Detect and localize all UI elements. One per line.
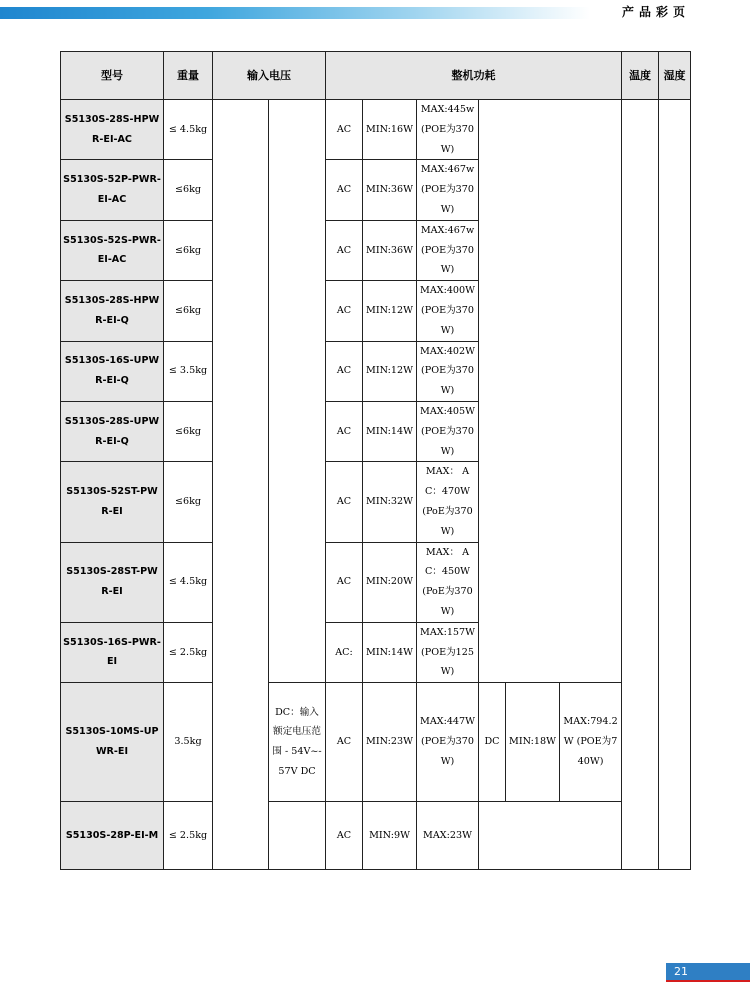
dc-min-power-cell: MIN:18W [506,683,560,802]
model-cell: S5130S-28ST-PWR-EI [61,542,164,622]
ac-cell: AC [326,341,363,401]
page-number: 21 [666,963,750,980]
weight-cell: ≤ 4.5kg [164,542,213,622]
table-row [61,683,691,802]
table-row [61,802,691,870]
ac-cell: AC [326,542,363,622]
max-power-cell: MAX:157W (POE为125W) [417,622,479,682]
max-power-cell: MAX:467w (POE为370W) [417,220,479,280]
max-power-cell: MAX:23W [417,802,479,870]
weight-cell: ≤6kg [164,462,213,542]
min-power-cell: MIN:36W [363,160,417,220]
header-temperature: 温度 [622,52,659,100]
model-cell: S5130S-16S-UPWR-EI-Q [61,341,164,401]
spec-table [60,51,691,870]
min-power-cell: MIN:23W [363,683,417,802]
dc-input-voltage-cell: DC：输入额定电压范围 - 54V~-57V DC [269,683,326,802]
model-cell: S5130S-52P-PWR-EI-AC [61,160,164,220]
max-power-cell: MAX:405W (POE为370W) [417,401,479,461]
humidity-cell [659,100,691,870]
header-power: 整机功耗 [326,52,622,100]
min-power-cell: MIN:36W [363,220,417,280]
header-humidity: 湿度 [659,52,691,100]
max-power-cell: MAX： AC：470W (PoE为370W) [417,462,479,542]
max-power-cell: MAX:447W (POE为370W) [417,683,479,802]
ac-cell: AC: [326,622,363,682]
min-power-cell: MIN:20W [363,542,417,622]
model-cell: S5130S-28P-EI-M [61,802,164,870]
ac-cell: AC [326,160,363,220]
model-cell: S5130S-16S-PWR-EI [61,622,164,682]
model-cell: S5130S-52S-PWR-EI-AC [61,220,164,280]
max-power-cell: MAX:445w (POE为370W) [417,100,479,160]
dc-input-blank-cell [269,100,326,683]
model-cell: S5130S-28S-UPWR-EI-Q [61,401,164,461]
dc-max-power-cell: MAX:794.2W (POE为740W) [560,683,622,802]
model-cell: S5130S-28S-HPWR-EI-Q [61,281,164,341]
ac-cell: AC [326,802,363,870]
header-input-voltage: 输入电压 [213,52,326,100]
header-color-band [0,7,590,19]
max-power-cell: MAX:467w (POE为370W) [417,160,479,220]
header-title: 产品彩页 [621,5,690,19]
header-model: 型号 [61,52,164,100]
dc-cell: DC [479,683,506,802]
weight-cell: ≤ 2.5kg [164,622,213,682]
max-power-cell: MAX:402W (POE为370W) [417,341,479,401]
dc-power-blank-cell [479,802,622,870]
weight-cell: 3.5kg [164,683,213,802]
min-power-cell: MIN:9W [363,802,417,870]
ac-cell: AC [326,220,363,280]
input-voltage-blank-cell [213,100,269,870]
header-weight: 重量 [164,52,213,100]
min-power-cell: MIN:16W [363,100,417,160]
table-row [61,100,691,160]
weight-cell: ≤6kg [164,281,213,341]
weight-cell: ≤ 3.5kg [164,341,213,401]
model-cell: S5130S-10MS-UPWR-EI [61,683,164,802]
ac-cell: AC [326,401,363,461]
dc-input-blank-cell [269,802,326,870]
weight-cell: ≤ 4.5kg [164,100,213,160]
model-cell: S5130S-28S-HPWR-EI-AC [61,100,164,160]
ac-cell: AC [326,462,363,542]
weight-cell: ≤ 2.5kg [164,802,213,870]
table-header-row [61,52,691,100]
weight-cell: ≤6kg [164,160,213,220]
ac-cell: AC [326,683,363,802]
min-power-cell: MIN:12W [363,341,417,401]
min-power-cell: MIN:12W [363,281,417,341]
temperature-cell [622,100,659,870]
min-power-cell: MIN:14W [363,622,417,682]
weight-cell: ≤6kg [164,401,213,461]
ac-cell: AC [326,100,363,160]
ac-cell: AC [326,281,363,341]
max-power-cell: MAX： AC：450W (PoE为370W) [417,542,479,622]
min-power-cell: MIN:32W [363,462,417,542]
max-power-cell: MAX:400W (POE为370W) [417,281,479,341]
model-cell: S5130S-52ST-PWR-EI [61,462,164,542]
weight-cell: ≤6kg [164,220,213,280]
min-power-cell: MIN:14W [363,401,417,461]
dc-power-blank-cell [479,100,622,683]
